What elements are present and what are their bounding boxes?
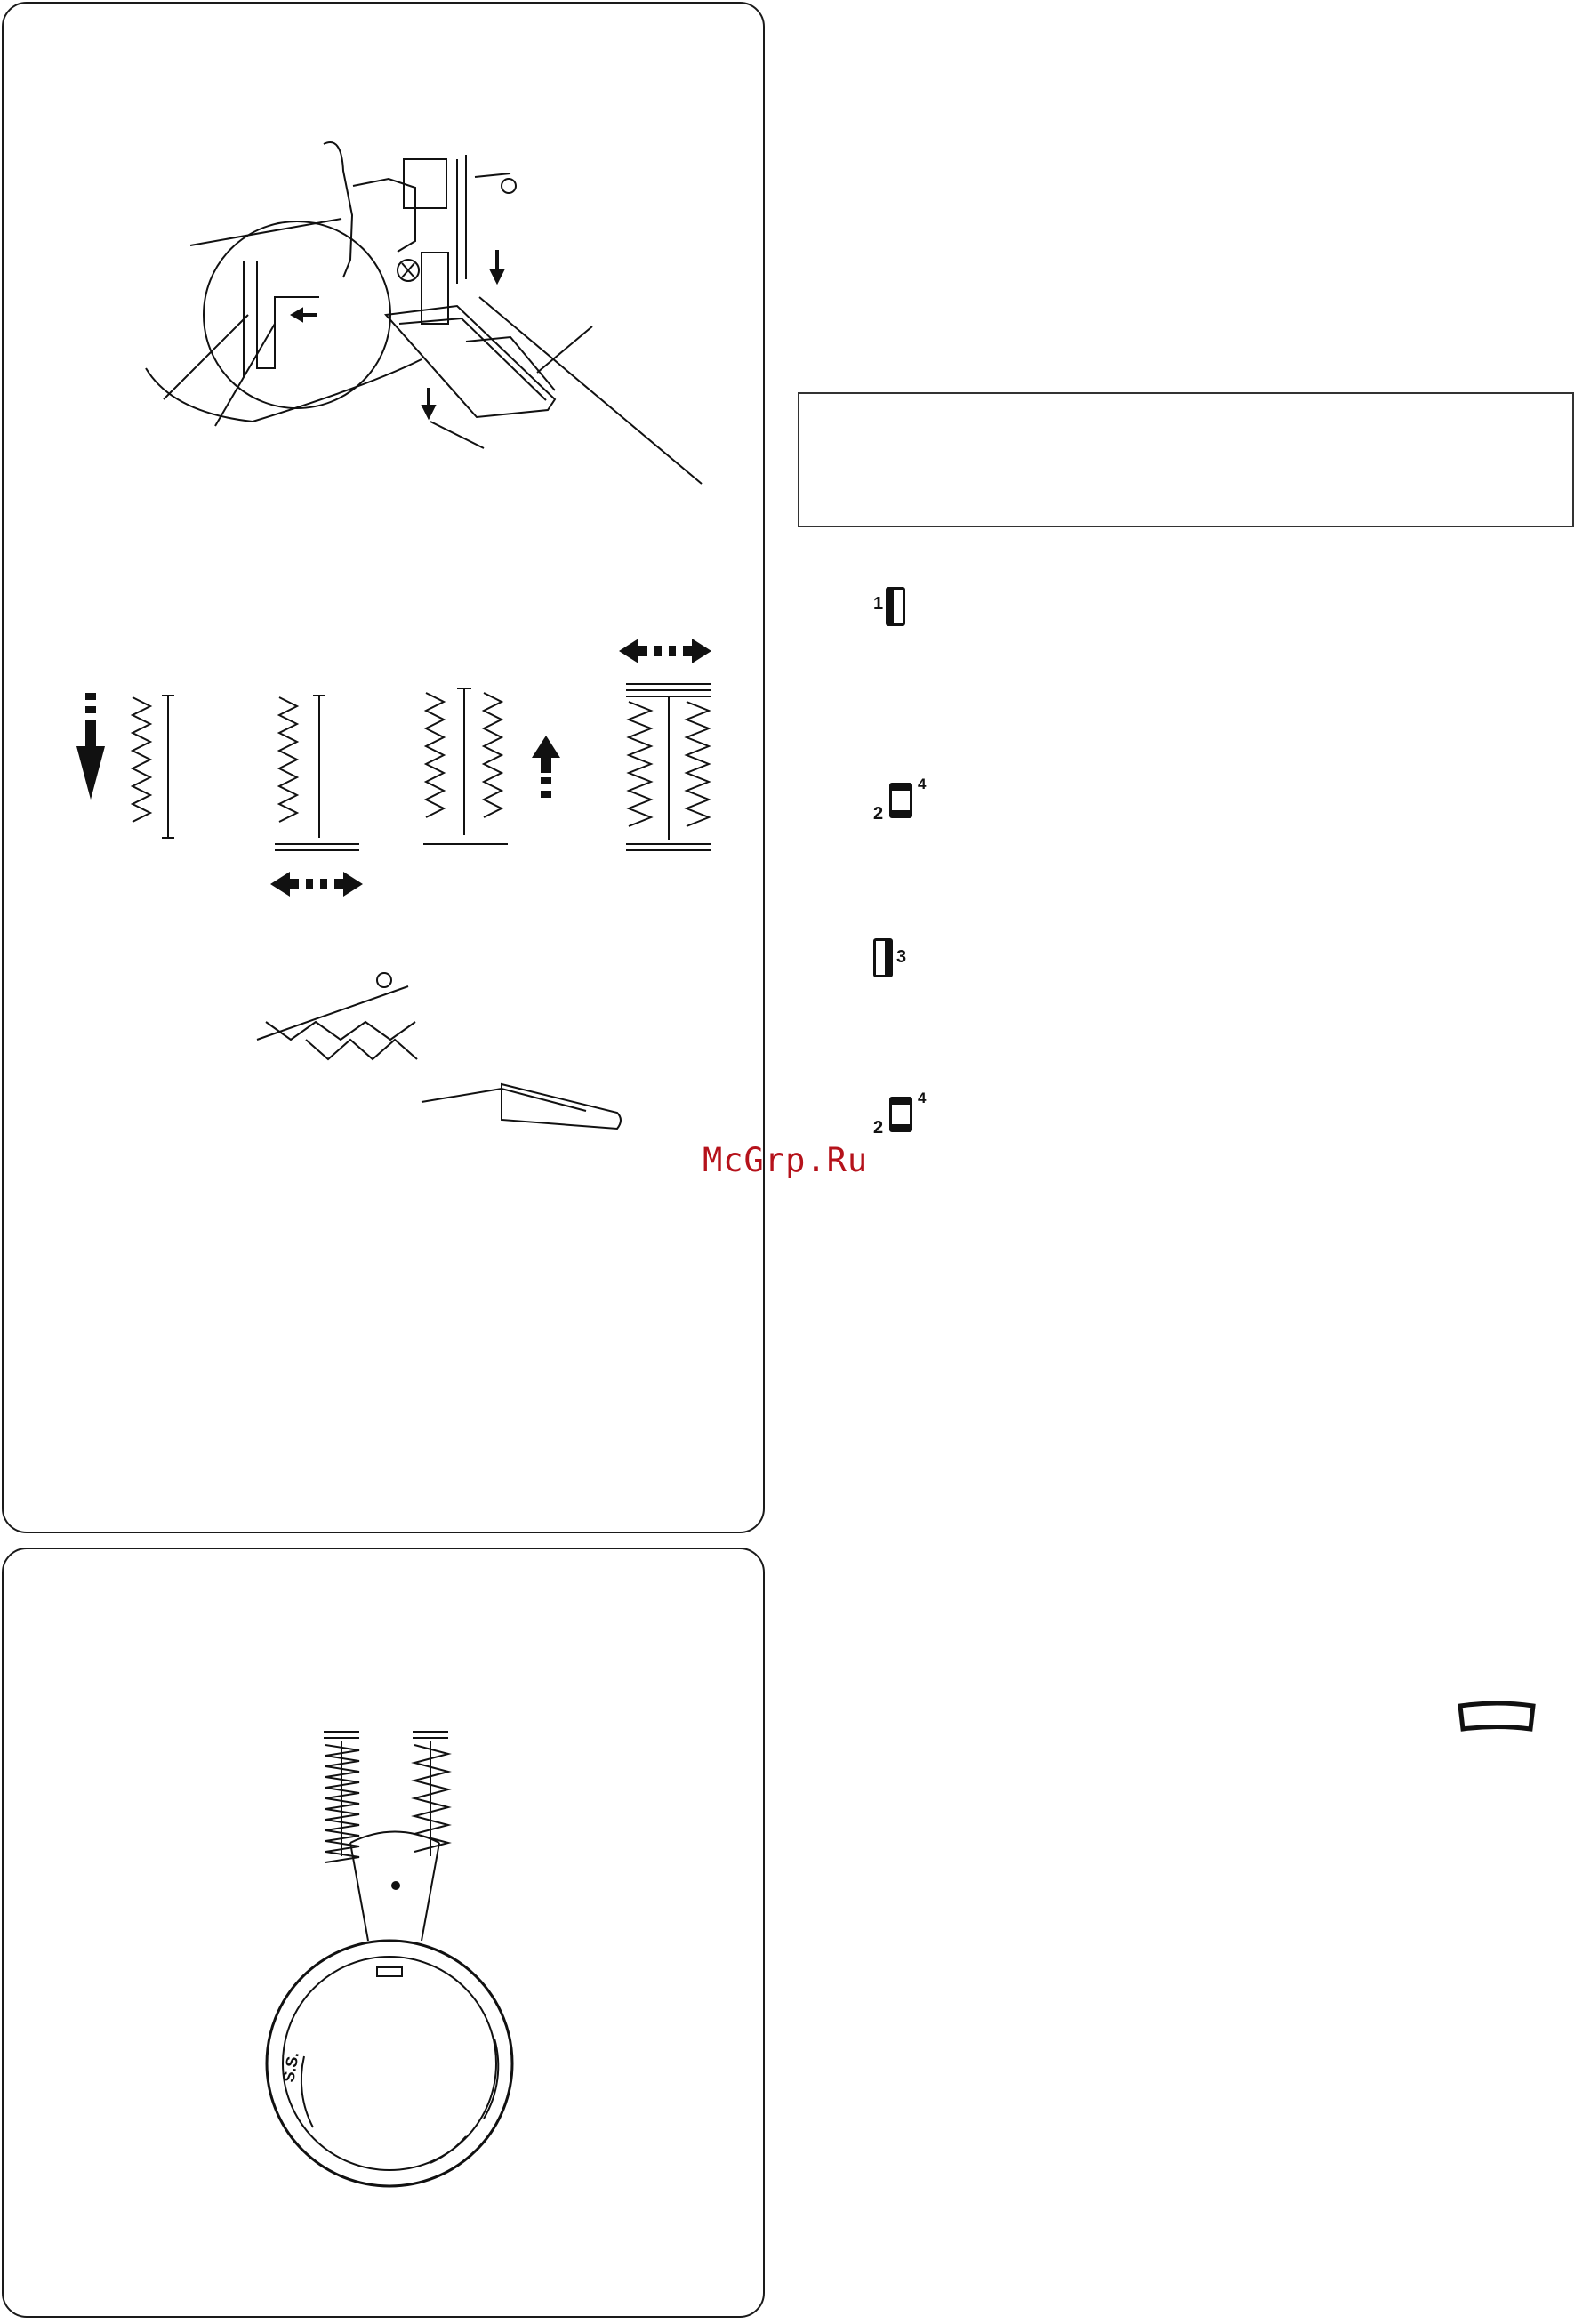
step-number: 3 — [896, 947, 907, 967]
step-4-indicator — [873, 1090, 927, 1143]
step-number: 1 — [873, 594, 884, 614]
stitch-diagram-step-4 — [626, 684, 711, 850]
note-box — [798, 392, 1574, 527]
stitch-diagram-step-3 — [423, 688, 508, 844]
icon-fill — [892, 810, 910, 816]
icon-fill — [888, 590, 894, 623]
step-superscript: 4 — [918, 1090, 927, 1106]
watermark: McGrp.Ru — [703, 1141, 869, 1179]
step-1-indicator — [873, 587, 918, 628]
dial-label: S.S. — [279, 2050, 302, 2084]
step-number: 2 — [873, 1118, 884, 1138]
presser-foot-illustration — [146, 142, 702, 484]
icon-fill — [892, 1124, 910, 1130]
stitch-diagram-step-1 — [133, 696, 174, 838]
reverse-button-icon — [1457, 1701, 1537, 1737]
step-3-indicator — [873, 938, 918, 983]
figure-panel-buttonhole-sewing — [2, 2, 765, 1533]
step-superscript: 4 — [918, 776, 927, 792]
icon-fill — [892, 1099, 910, 1105]
icon-fill — [892, 785, 910, 791]
figure-panel-stitch-balance-dial — [2, 1548, 765, 2318]
buttonhole-illustrations — [4, 4, 767, 1535]
dial-illustration — [4, 1549, 767, 2320]
step-2-indicator — [873, 776, 927, 829]
icon-fill — [885, 941, 890, 975]
stitch-diagram-step-2 — [275, 696, 359, 850]
seam-ripper-illustration — [257, 973, 621, 1129]
step-number: 2 — [873, 804, 884, 824]
